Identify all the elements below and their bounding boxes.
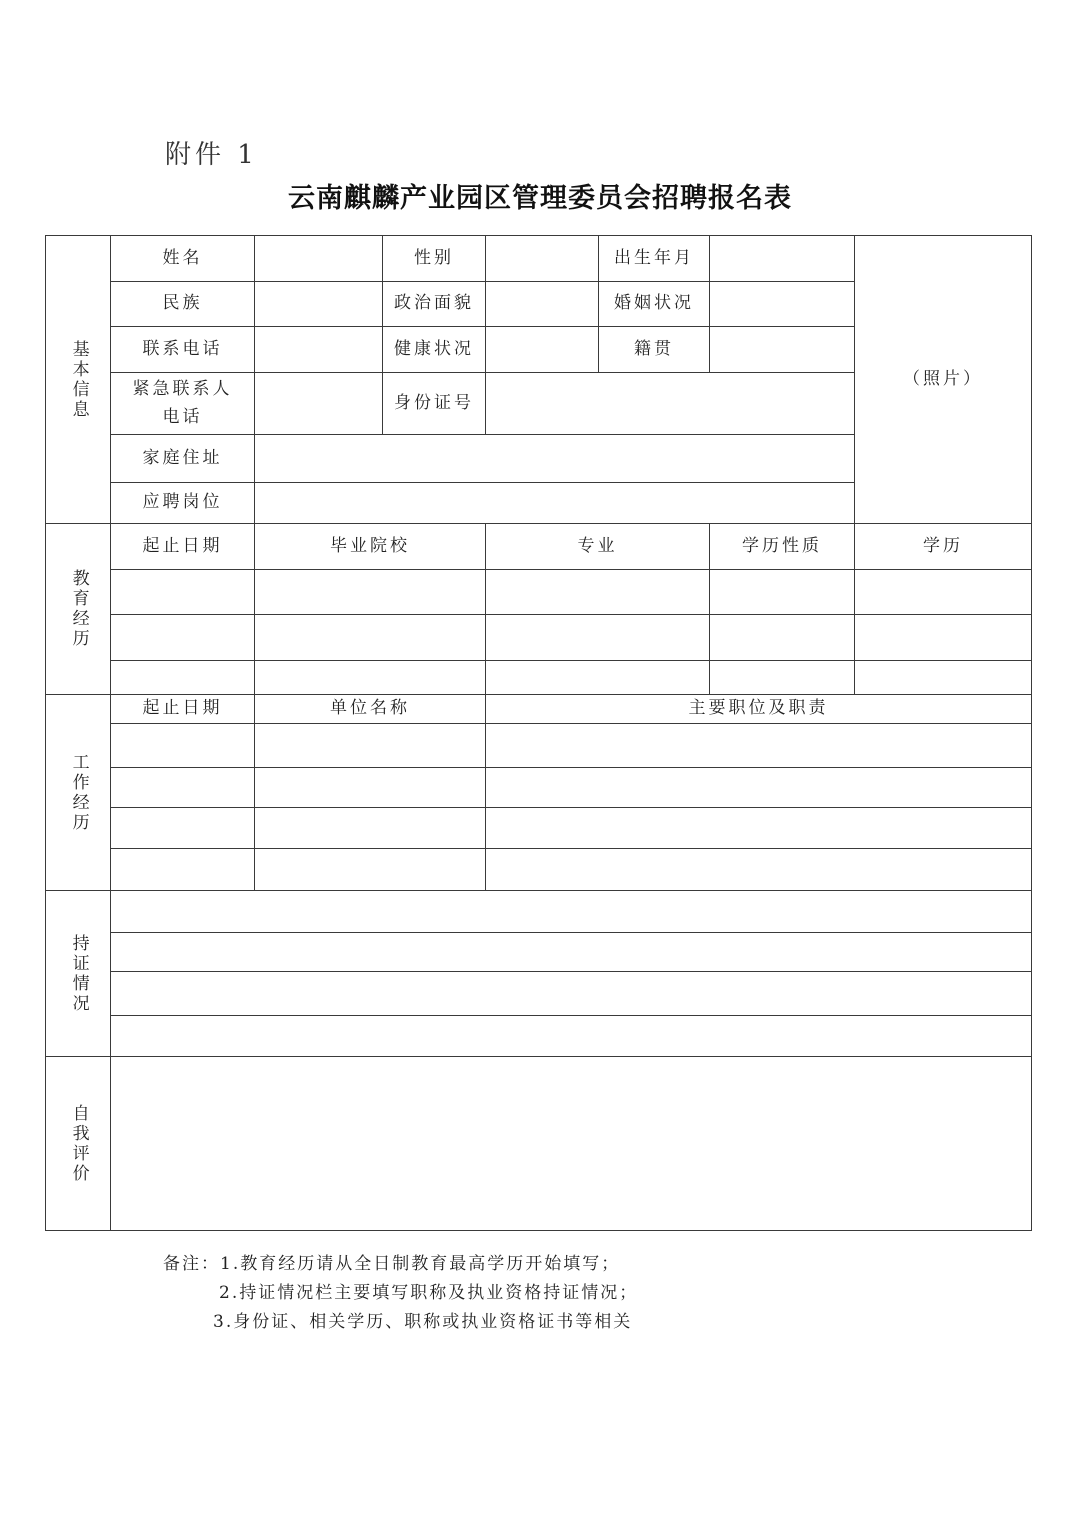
edu-cell[interactable] — [710, 570, 855, 615]
edu-header-school: 毕业院校 — [255, 524, 486, 570]
section-work: 工作经历 — [46, 695, 111, 891]
note-line-2: 2.持证情况栏主要填写职称及执业资格持证情况； — [219, 1283, 639, 1303]
notes — [163, 1250, 638, 1337]
label-political: 政治面貌 — [383, 282, 486, 327]
edu-cell[interactable] — [486, 570, 710, 615]
work-cell[interactable] — [486, 849, 1032, 891]
edu-cell[interactable] — [855, 570, 1032, 615]
label-phone: 联系电话 — [111, 327, 255, 373]
work-cell[interactable] — [111, 849, 255, 891]
edu-header-dates: 起止日期 — [111, 524, 255, 570]
work-cell[interactable] — [111, 768, 255, 808]
input-address[interactable] — [255, 435, 855, 483]
cert-line[interactable] — [111, 1016, 1032, 1057]
edu-cell[interactable] — [486, 661, 710, 695]
edu-cell[interactable] — [255, 615, 486, 661]
cert-line[interactable] — [111, 933, 1032, 972]
work-header-dates: 起止日期 — [111, 695, 255, 724]
input-gender[interactable] — [486, 236, 599, 282]
cert-line[interactable] — [111, 972, 1032, 1016]
section-certificates: 持证情况 — [46, 891, 111, 1057]
work-cell[interactable] — [111, 808, 255, 849]
label-marital: 婚姻状况 — [599, 282, 710, 327]
label-emergency-contact — [111, 373, 255, 435]
work-cell[interactable] — [486, 768, 1032, 808]
edu-header-major: 专业 — [486, 524, 710, 570]
input-health[interactable] — [486, 327, 599, 373]
input-position[interactable] — [255, 483, 855, 524]
edu-cell[interactable] — [255, 661, 486, 695]
label-id-number: 身份证号 — [383, 373, 486, 435]
attachment-label: 附件 1 — [165, 140, 258, 170]
work-header-employer: 单位名称 — [255, 695, 486, 724]
label-address: 家庭住址 — [111, 435, 255, 483]
input-id-number[interactable] — [486, 373, 855, 435]
work-cell[interactable] — [255, 724, 486, 768]
label-emergency-line1: 紧急联系人 — [132, 379, 233, 400]
input-origin[interactable] — [710, 327, 855, 373]
edu-cell[interactable] — [486, 615, 710, 661]
input-birth[interactable] — [710, 236, 855, 282]
label-origin: 籍贯 — [599, 327, 710, 373]
label-emergency-line2: 电话 — [162, 406, 203, 427]
cert-line[interactable] — [111, 891, 1032, 933]
photo-placeholder: （照片） — [855, 236, 1032, 524]
edu-cell[interactable] — [111, 570, 255, 615]
edu-cell[interactable] — [111, 661, 255, 695]
registration-form-table — [45, 235, 1032, 1231]
edu-header-degree: 学历 — [855, 524, 1032, 570]
edu-header-nature: 学历性质 — [710, 524, 855, 570]
label-position: 应聘岗位 — [111, 483, 255, 524]
label-health: 健康状况 — [383, 327, 486, 373]
input-ethnicity[interactable] — [255, 282, 383, 327]
edu-cell[interactable] — [710, 615, 855, 661]
work-header-duties: 主要职位及职责 — [486, 695, 1032, 724]
edu-cell[interactable] — [855, 661, 1032, 695]
label-ethnicity: 民族 — [111, 282, 255, 327]
input-name[interactable] — [255, 236, 383, 282]
label-birth: 出生年月 — [599, 236, 710, 282]
work-cell[interactable] — [255, 768, 486, 808]
edu-cell[interactable] — [710, 661, 855, 695]
label-name: 姓名 — [111, 236, 255, 282]
work-cell[interactable] — [255, 808, 486, 849]
edu-cell[interactable] — [255, 570, 486, 615]
input-marital[interactable] — [710, 282, 855, 327]
input-political[interactable] — [486, 282, 599, 327]
note-line-3: 3.身份证、相关学历、职称或执业资格证书等相关 — [213, 1312, 633, 1332]
section-self-evaluation: 自我评价 — [46, 1057, 111, 1231]
work-cell[interactable] — [486, 724, 1032, 768]
section-education: 教育经历 — [46, 524, 111, 695]
input-phone[interactable] — [255, 327, 383, 373]
note-line-1: 备注：1.教育经历请从全日制教育最高学历开始填写； — [163, 1254, 621, 1274]
work-cell[interactable] — [255, 849, 486, 891]
edu-cell[interactable] — [855, 615, 1032, 661]
work-cell[interactable] — [111, 724, 255, 768]
section-basic-info: 基本信息 — [46, 236, 111, 524]
form-title: 云南麒麟产业园区管理委员会招聘报名表 — [288, 183, 792, 214]
label-gender: 性别 — [383, 236, 486, 282]
work-cell[interactable] — [486, 808, 1032, 849]
self-evaluation-area[interactable] — [111, 1057, 1032, 1231]
input-emergency-contact[interactable] — [255, 373, 383, 435]
edu-cell[interactable] — [111, 615, 255, 661]
